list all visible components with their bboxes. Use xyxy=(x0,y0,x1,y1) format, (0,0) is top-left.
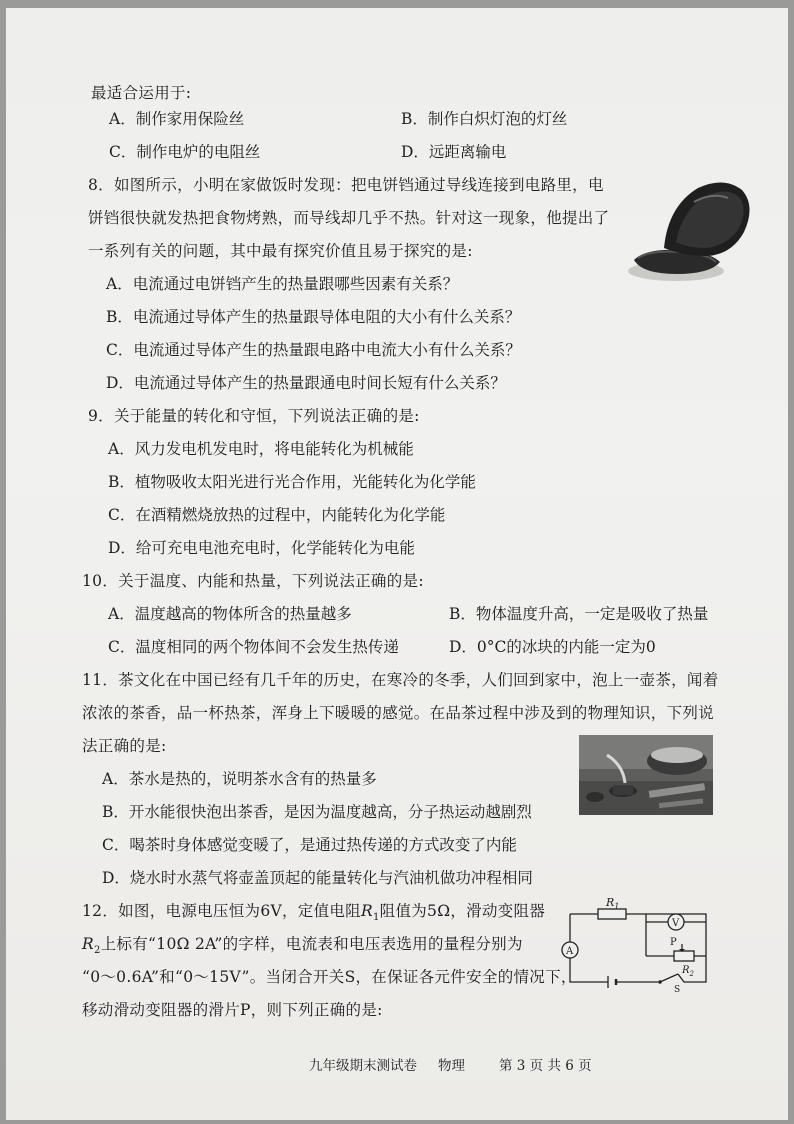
q8-option-d: D．电流通过导体产生的热量跟通电时间长短有什么关系？ xyxy=(106,374,506,392)
q11-option-a: A．茶水是热的，说明茶水含有的热量多 xyxy=(102,770,377,788)
q8-option-b: B．电流通过导体产生的热量跟导体电阻的大小有什么关系？ xyxy=(106,308,521,326)
circuit-diagram xyxy=(554,894,720,994)
q9-option-d: D．给可充电电池充电时，化学能转化为电能 xyxy=(108,539,415,557)
q10-option-a: A．温度越高的物体所含的热量越多 xyxy=(108,605,352,623)
q7-option-b: B．制作白炽灯泡的灯丝 xyxy=(401,110,568,128)
resistor-r1 xyxy=(598,909,626,919)
q9-stem: 9．关于能量的转化和守恒，下列说法正确的是: xyxy=(88,407,420,425)
griddle-photo xyxy=(624,176,758,284)
q11-stem-line-2: 浓浓的茶香，品一杯热茶，浑身上下暖暖的感觉。在品茶过程中涉及到的物理知识，下列说 xyxy=(82,704,715,722)
q10-option-c: C．温度相同的两个物体间不会发生热传递 xyxy=(108,638,399,656)
q9-option-a: A．风力发电机发电时，将电能转化为机械能 xyxy=(108,440,414,458)
q9-option-c: C．在酒精燃烧放热的过程中，内能转化为化学能 xyxy=(108,506,446,524)
q12-var-r1-sub: 1 xyxy=(372,912,380,924)
q12-stem-line-1 xyxy=(82,899,545,923)
q8-stem-line-2: 饼铛很快就发热把食物烤熟，而导线却几乎不热。针对这一现象，他提出了 xyxy=(88,209,610,227)
r1-label: $R_1$ xyxy=(606,896,620,911)
q12-text-a: 12．如图，电源电压恒为6V，定值电阻 xyxy=(82,902,361,920)
q12-text-c: 上标有“10Ω 2A”的字样，电流表和电压表选用的量程分别为 xyxy=(100,935,523,953)
q9-option-b: B．植物吸收太阳光进行光合作用，光能转化为化学能 xyxy=(108,473,476,491)
footer-subject: 物理 xyxy=(438,1058,465,1074)
q7-stem-tail: 最适合运用于: xyxy=(91,84,192,102)
q8-stem-line-1: 8．如图所示，小明在家做饭时发现：把电饼铛通过导线连接到电路里，电 xyxy=(88,176,604,194)
q12-var-r2-sub: 2 xyxy=(93,945,101,957)
q10-option-d: D．0°C的冰块的内能一定为0 xyxy=(449,638,656,656)
q10-option-b: B．物体温度升高，一定是吸收了热量 xyxy=(449,605,709,623)
footer-page-number: 第 3 页 共 6 页 xyxy=(499,1058,592,1074)
q12-var-r2: R xyxy=(82,935,94,953)
q7-option-c: C．制作电炉的电阻丝 xyxy=(109,143,261,161)
q12-stem-line-3: “0～0.6A”和“0～15V”。当闭合开关S，在保证各元件安全的情况下， xyxy=(82,968,577,986)
q11-option-b: B．开水能很快泡出茶香，是因为温度越高，分子热运动越剧烈 xyxy=(102,803,532,821)
q8-stem-line-3: 一系列有关的问题，其中最有探究价值且易于探究的是: xyxy=(88,242,473,260)
q7-option-a: A．制作家用保险丝 xyxy=(109,110,245,128)
resistor-r2 xyxy=(674,951,694,961)
q12-text-b: 阻值为5Ω，滑动变阻器 xyxy=(379,902,546,920)
q11-stem-line-1: 11．茶文化在中国已经有几千年的历史，在寒冷的冬季，人们回到家中，泡上一壶茶，闻着 xyxy=(82,671,719,689)
q11-option-c: C．喝茶时身体感觉变暖了，是通过热传递的方式改变了内能 xyxy=(102,836,517,854)
q12-var-r1: R xyxy=(360,902,373,920)
ammeter-label: A xyxy=(566,946,574,957)
q12-stem-line-2 xyxy=(82,932,523,956)
q7-option-d: D．远距离输电 xyxy=(401,143,507,161)
q11-stem-line-3: 法正确的是: xyxy=(82,737,167,755)
q11-option-d: D．烧水时水蒸气将壶盖顶起的能量转化与汽油机做功冲程相同 xyxy=(102,869,533,887)
switch-label: S xyxy=(674,985,681,994)
q8-option-a: A．电流通过电饼铛产生的热量跟哪些因素有关系？ xyxy=(106,275,459,293)
footer-exam-title: 九年级期末测试卷 xyxy=(309,1058,417,1074)
exam-page xyxy=(6,8,788,1120)
voltmeter-label: V xyxy=(672,918,680,929)
slider-label: P xyxy=(670,937,677,948)
q10-stem: 10．关于温度、内能和热量，下列说法正确的是: xyxy=(82,572,424,590)
r2-label: $R_2$ xyxy=(682,965,694,978)
q8-option-c: C．电流通过导体产生的热量跟电路中电流大小有什么关系？ xyxy=(106,341,521,359)
tea-photo xyxy=(579,735,713,815)
q12-stem-line-4: 移动滑动变阻器的滑片P，则下列正确的是: xyxy=(82,1001,383,1019)
